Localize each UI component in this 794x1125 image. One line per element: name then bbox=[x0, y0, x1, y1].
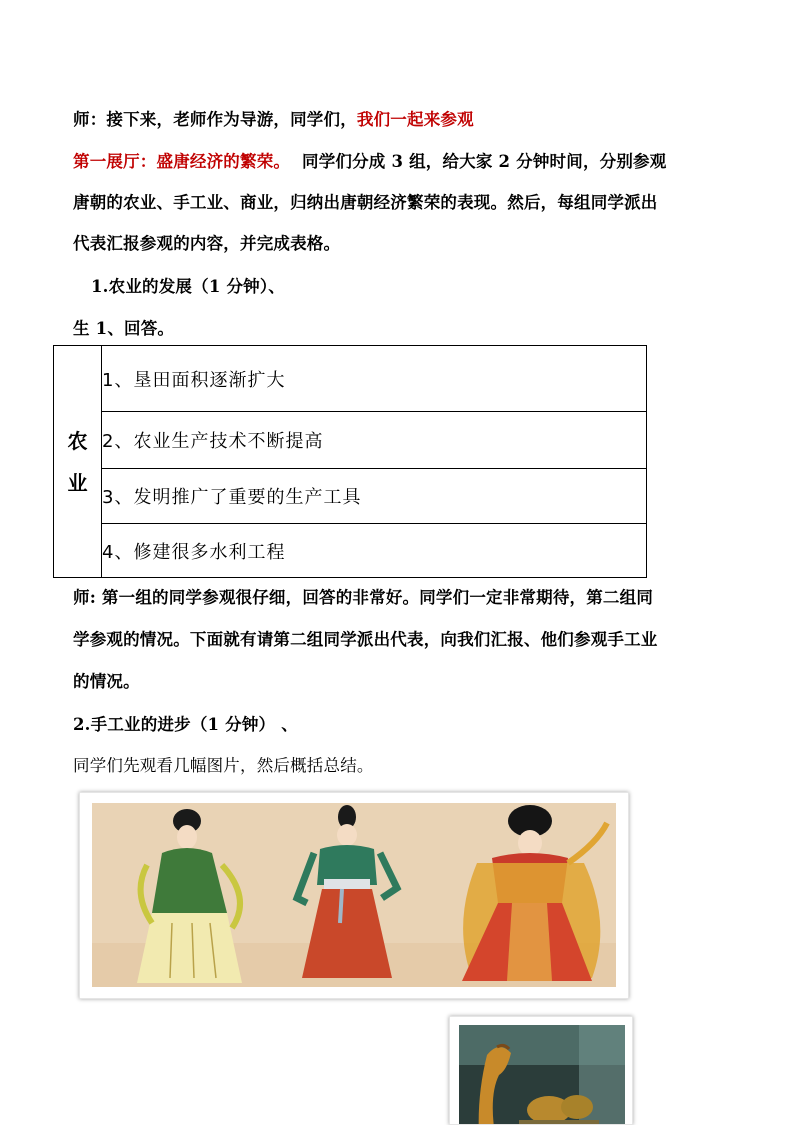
hall1-paragraph bbox=[73, 148, 666, 172]
teacher-feedback-line1: 师: 第一组的同学参观很仔细，回答的非常好。同学们一定非常期待，第二组同 bbox=[73, 588, 654, 607]
hall1-line2: 唐朝的农业、手工业、商业，归纳出唐朝经济繁荣的表现。然后，每组同学派出 bbox=[73, 193, 658, 212]
teacher-intro-paragraph bbox=[73, 106, 474, 130]
agriculture-table bbox=[53, 345, 647, 578]
table-header-char: 业 bbox=[67, 470, 88, 495]
tang-sancai-artifact-photo bbox=[459, 1025, 625, 1125]
teacher-feedback-line3: 的情况。 bbox=[73, 672, 140, 691]
student1-answer: 生 1、回答。 bbox=[73, 319, 175, 338]
table-cell: 3、发明推广了重要的生产工具 bbox=[102, 469, 647, 524]
table-cell: 2、农业生产技术不断提高 bbox=[102, 412, 647, 469]
table-row bbox=[54, 346, 647, 412]
table-row bbox=[54, 412, 647, 469]
section2-heading: 2.手工业的进步（1 分钟） 、 bbox=[73, 715, 298, 734]
table-header-agriculture bbox=[54, 346, 102, 578]
tang-costume-illustration bbox=[92, 803, 616, 987]
teacher-feedback-line2: 学参观的情况。下面就有请第二组同学派出代表，向我们汇报、他们参观手工业 bbox=[73, 630, 658, 649]
table-cell: 1、垦田面积逐渐扩大 bbox=[102, 346, 647, 412]
hall1-title: 第一展厅：盛唐经济的繁荣。 bbox=[73, 152, 291, 171]
teacher-intro-text: 师：接下来，老师作为导游，同学们， bbox=[73, 110, 357, 129]
tang-sancai-artifact-image bbox=[449, 1016, 633, 1125]
table-row bbox=[54, 524, 647, 578]
table-row bbox=[54, 469, 647, 524]
instruction-text: 同学们先观看几幅图片，然后概括总结。 bbox=[73, 756, 374, 775]
teacher-intro-highlight: 我们一起来参观 bbox=[356, 110, 474, 129]
table-cell: 4、修建很多水利工程 bbox=[102, 524, 647, 578]
hall1-line1: 同学们分成 3 组，给大家 2 分钟时间，分别参观 bbox=[302, 152, 667, 171]
tang-costume-image bbox=[79, 792, 629, 999]
table-header-char: 农 bbox=[67, 428, 88, 453]
section1-heading: 1.农业的发展（1 分钟）、 bbox=[91, 277, 286, 296]
hall1-line3: 代表汇报参观的内容，并完成表格。 bbox=[73, 234, 341, 253]
